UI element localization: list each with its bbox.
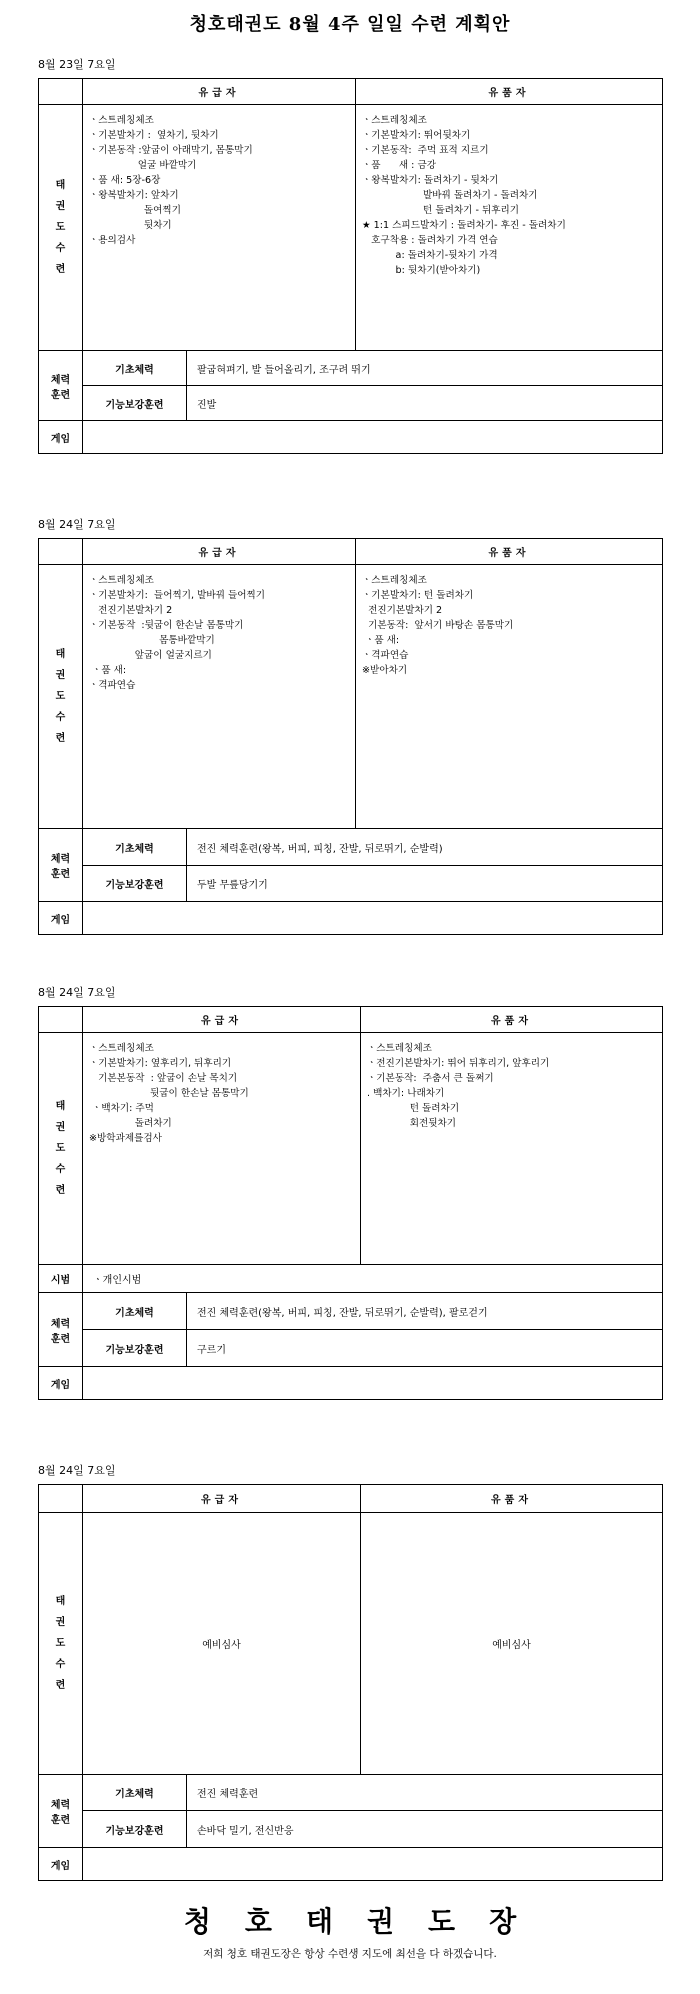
function-training-label: 기능보강훈련 — [83, 1811, 187, 1848]
plan-section — [38, 78, 663, 454]
taekwondo-training-label: 태 권 도 수 련 — [39, 1513, 83, 1775]
exam-value: ㆍ개인시범 — [83, 1265, 663, 1293]
function-training-label: 기능보강훈련 — [83, 1330, 187, 1367]
game-value — [83, 1848, 663, 1881]
header-grade-kyu: 유급자 — [83, 1007, 361, 1033]
corner-cell — [39, 1485, 83, 1513]
section-date: 8월 24일 7요일 — [38, 518, 116, 531]
kyu-plan-content: ㆍ스트레칭체조 ㆍ기본발차기 : 옆차기, 뒷차기 ㆍ기본동작 :앞굽이 아래막기, 몸통막기 얼굴 바깥막기 ㆍ품 새: 5장-6장 ㆍ왕복발차기: 앞차기 돌여찍기 뒷차기 ㆍ용의검사 — [83, 105, 356, 351]
plan-section — [38, 1006, 663, 1400]
basic-fitness-value: 전진 체력훈련(왕복, 버피, 피칭, 잔발, 뒤로뛰기, 순발력), 팔로걷기 — [187, 1293, 663, 1330]
basic-fitness-value: 팔굽혀펴기, 발 들어올리기, 조구려 뛰기 — [187, 351, 663, 386]
function-training-value: 진발 — [187, 386, 663, 421]
basic-fitness-label: 기초체력 — [83, 829, 187, 866]
function-training-label: 기능보강훈련 — [83, 866, 187, 902]
exam-label: 시범 — [39, 1265, 83, 1293]
plan-section — [38, 1484, 663, 1881]
game-value — [83, 421, 663, 454]
function-training-value: 구르기 — [187, 1330, 663, 1367]
corner-cell — [39, 1007, 83, 1033]
dojang-name: 청호태권도장 — [183, 1905, 551, 1938]
function-training-value: 손바닥 밀기, 전신반응 — [187, 1811, 663, 1848]
taekwondo-training-label: 태 권 도 수 련 — [39, 105, 83, 351]
game-label: 게임 — [39, 1367, 83, 1400]
fitness-training-label: 체력 훈련 — [39, 1775, 83, 1848]
basic-fitness-value: 전진 체력훈련 — [187, 1775, 663, 1811]
taekwondo-training-label: 태 권 도 수 련 — [39, 565, 83, 829]
page-title: 청호태권도 8월 4주 일일 수련 계획안 — [189, 14, 511, 35]
header-grade-kyu: 유급자 — [83, 79, 356, 105]
header-grade-dan: 유품자 — [361, 1007, 663, 1033]
header-grade-dan: 유품자 — [361, 1485, 663, 1513]
game-value — [83, 902, 663, 935]
section-date: 8월 23일 7요일 — [38, 58, 116, 71]
fitness-training-label: 체력 훈련 — [39, 351, 83, 421]
header-grade-dan: 유품자 — [356, 79, 663, 105]
kyu-plan-content: ㆍ스트레칭체조 ㆍ기본발차기: 옆후리기, 뒤후리기 기본본동작 : 앞굽이 손날 목치기 뒷굽이 한손날 몸통막기 ㆍ백차기: 주먹 돌려차기 ※방학과제를검사 — [83, 1033, 361, 1265]
header-grade-kyu: 유급자 — [83, 1485, 361, 1513]
function-training-value: 두발 무릎당기기 — [187, 866, 663, 902]
dan-plan-content: ㆍ스트레칭체조 ㆍ기본발차기: 뛰어뒷차기 ㆍ기본동작: 주먹 표적 지르기 ㆍ품 새 : 금강 ㆍ왕복발차기: 돌려차기 - 뒷차기 발바꿔 돌려차기 - 돌려차기 턴 돌려차기 - 뒤후리기 ★ 1:1 스피드발차기 : 돌려차기- 후진 - 돌려차기 호구착용 : 돌려차기 가격 연습 a: 돌려차기-뒷차기 가격 b: 뒷차기(받아차기) — [356, 105, 663, 351]
section-date: 8월 24일 7요일 — [38, 1464, 116, 1477]
footer-message: 저희 청호 태권도장은 항상 수련생 지도에 최선을 다 하겠습니다. — [203, 1948, 497, 1960]
plan-section — [38, 538, 663, 935]
fitness-training-label: 체력 훈련 — [39, 1293, 83, 1367]
header-grade-dan: 유품자 — [356, 539, 663, 565]
basic-fitness-label: 기초체력 — [83, 1775, 187, 1811]
dan-plan-content: 예비심사 — [361, 1513, 663, 1775]
section-date: 8월 24일 7요일 — [38, 986, 116, 999]
game-value — [83, 1367, 663, 1400]
corner-cell — [39, 539, 83, 565]
fitness-training-label: 체력 훈련 — [39, 829, 83, 902]
basic-fitness-label: 기초체력 — [83, 351, 187, 386]
basic-fitness-label: 기초체력 — [83, 1293, 187, 1330]
game-label: 게임 — [39, 902, 83, 935]
basic-fitness-value: 전진 체력훈련(왕복, 버피, 피칭, 잔발, 뒤로뛰기, 순발력) — [187, 829, 663, 866]
dan-plan-content: ㆍ스트레칭체조 ㆍ전진기본발차기: 뛰어 뒤후리기, 앞후리기 ㆍ기본동작: 주춤서 큰 돌쩌기 . 백차기: 나래차기 턴 돌려차기 회전뒷차기 — [361, 1033, 663, 1265]
kyu-plan-content: ㆍ스트레칭체조 ㆍ기본발차기: 들어찍기, 발바꿔 들어찍기 전진기본발차기 2 ㆍ기본동작 :뒷굽이 한손날 몸통막기 몸통바깥막기 앞굽이 얼굴지르기 ㆍ품 새: ㆍ격파연습 — [83, 565, 356, 829]
dan-plan-content: ㆍ스트레칭체조 ㆍ기본발차기: 턴 돌려차기 전진기본발차기 2 기본동작: 앞서기 바탕손 몸통막기 ㆍ품 새: ㆍ격파연습 ※받아차기 — [356, 565, 663, 829]
corner-cell — [39, 79, 83, 105]
game-label: 게임 — [39, 1848, 83, 1881]
kyu-plan-content: 예비심사 — [83, 1513, 361, 1775]
taekwondo-training-label: 태 권 도 수 련 — [39, 1033, 83, 1265]
header-grade-kyu: 유급자 — [83, 539, 356, 565]
game-label: 게임 — [39, 421, 83, 454]
function-training-label: 기능보강훈련 — [83, 386, 187, 421]
